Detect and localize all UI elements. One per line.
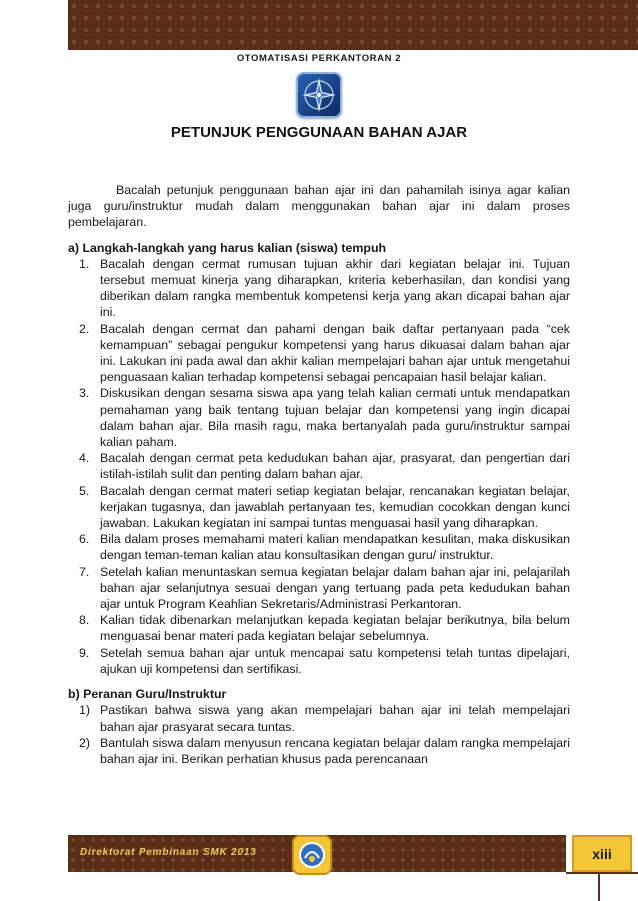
list-item-text: Bantulah siswa dalam menyusun rencana kegiatan belajar dalam rangka mempelajari bahan ajar ini. Berikan perhatian khusus pada perencanaan [100, 735, 570, 766]
list-item-number: 1. [79, 256, 90, 271]
section-a-list [68, 256, 570, 677]
list-item-number: 5. [79, 483, 90, 498]
page-number: xiii [572, 835, 632, 872]
smk-emblem-icon [292, 835, 332, 875]
list-item [68, 256, 570, 321]
list-item-text: Bacalah dengan cermat rumusan tujuan akhir dari kegiatan belajar ini. Tujuan tersebut memuat kinerja yang diharapkan, kriteria keberhasilan, dan kondisi yang diberikan dalam rangka membentuk kompetensi kerja yang akan dicapai bahan ajar ini. [100, 256, 570, 320]
header-title: OTOMATISASI PERKANTORAN 2 [236, 53, 402, 64]
list-item [68, 735, 570, 767]
section-b-list [68, 702, 570, 767]
list-item [68, 450, 570, 482]
list-item-text: Setelah kalian menuntaskan semua kegiatan belajar dalam bahan ajar ini, pelajarilah bahan ajar selanjutnya sesuai dengan yang tertuang pada peta kedudukan bahan ajar untuk Program Keahlian Sekretaris/Administrasi Perkantoran. [100, 564, 570, 612]
list-item-number: 8. [79, 613, 90, 628]
list-item-number: 4. [79, 451, 90, 466]
list-item-number: 3. [79, 386, 90, 401]
header-decorative-band [68, 0, 638, 50]
list-item-text: Kalian tidak dibenarkan melanjutkan kepada kegiatan belajar berikutnya, bila belum menguasai benar materi pada kegiatan belajar sebelumnya. [100, 613, 570, 644]
list-item [68, 564, 570, 613]
list-item-text: Diskusikan dengan sesama siswa apa yang telah kalian cermati untuk mendapatkan pemahaman yang baik tentang tujuan belajar dan kompetensi yang ingin dicapai dalam bahan ajar. Bila masih ragu, maka bertanyalah pada guru/instruktur sampai kalian paham. [100, 386, 570, 450]
list-item-text: Bacalah dengan cermat materi setiap kegiatan belajar, rencanakan kegiatan belajar, kerjakan tugasnya, dan jawablah pertanyaan tes, kemudian cocokkan dengan kunci jawaban. Lakukan kegiatan ini sampai tuntas menguasai hasil yang diharapkan. [100, 483, 570, 531]
list-item-number: 2. [79, 321, 90, 336]
footer-divider-line [566, 872, 638, 874]
list-item [68, 612, 570, 644]
list-item-text: Bacalah dengan cermat peta kedudukan bahan ajar, prasyarat, dan pengertian dari istilah-istilah sulit dan penting dalam bahan ajar. [100, 451, 570, 482]
list-item [68, 483, 570, 532]
footer-publisher: Direktorat Pembinaan SMK 2013 [80, 847, 257, 858]
list-item-number: 2) [79, 735, 91, 750]
compass-star-emblem-icon [296, 72, 342, 118]
section-a-heading: a) Langkah-langkah yang harus kalian (siswa) tempuh [68, 240, 387, 255]
list-item [68, 385, 570, 450]
list-item [68, 645, 570, 677]
intro-paragraph: Bacalah petunjuk penggunaan bahan ajar ini dan pahamilah isinya agar kalian juga guru/instruktur mudah dalam menggunakan bahan ajar ini dalam proses pembelajaran. [68, 183, 570, 230]
footer-vertical-line [598, 874, 600, 901]
list-item [68, 321, 570, 386]
list-item-text: Pastikan bahwa siswa yang akan mempelajari bahan ajar ini telah mempelajari bahan ajar prasyarat secara tuntas. [100, 703, 570, 734]
list-item-text: Setelah semua bahan ajar untuk mencapai satu kompetensi telah tuntas dipelajari, ajukan uji kompetensi dan sertifikasi. [100, 645, 570, 676]
list-item-number: 9. [79, 645, 90, 660]
section-b-heading: b) Peranan Guru/Instruktur [68, 687, 227, 702]
list-item-number: 1) [79, 703, 91, 718]
document-body [68, 182, 570, 767]
list-item-text: Bacalah dengan cermat dan pahami dengan baik daftar pertanyaan pada “cek kemampuan” sebagai pengukur kompetensi yang harus dikuasai dalam bahan ajar ini. Lakukan ini pada awal dan akhir kalian mempelajari bahan ajar untuk mengetahui penguasaan kalian terhadap kompetensi sebagai pencapaian hasil belajar kalian. [100, 321, 570, 385]
page-title: PETUNJUK PENGGUNAAN BAHAN AJAR [170, 124, 468, 141]
list-item-number: 7. [79, 564, 90, 579]
list-item-text: Bila dalam proses memahami materi kalian mendapatkan kesulitan, maka diskusikan dengan teman-teman kalian atau konsultasikan dengan guru/ instruktur. [100, 532, 570, 563]
list-item [68, 531, 570, 563]
list-item [68, 702, 570, 734]
list-item-number: 6. [79, 532, 90, 547]
